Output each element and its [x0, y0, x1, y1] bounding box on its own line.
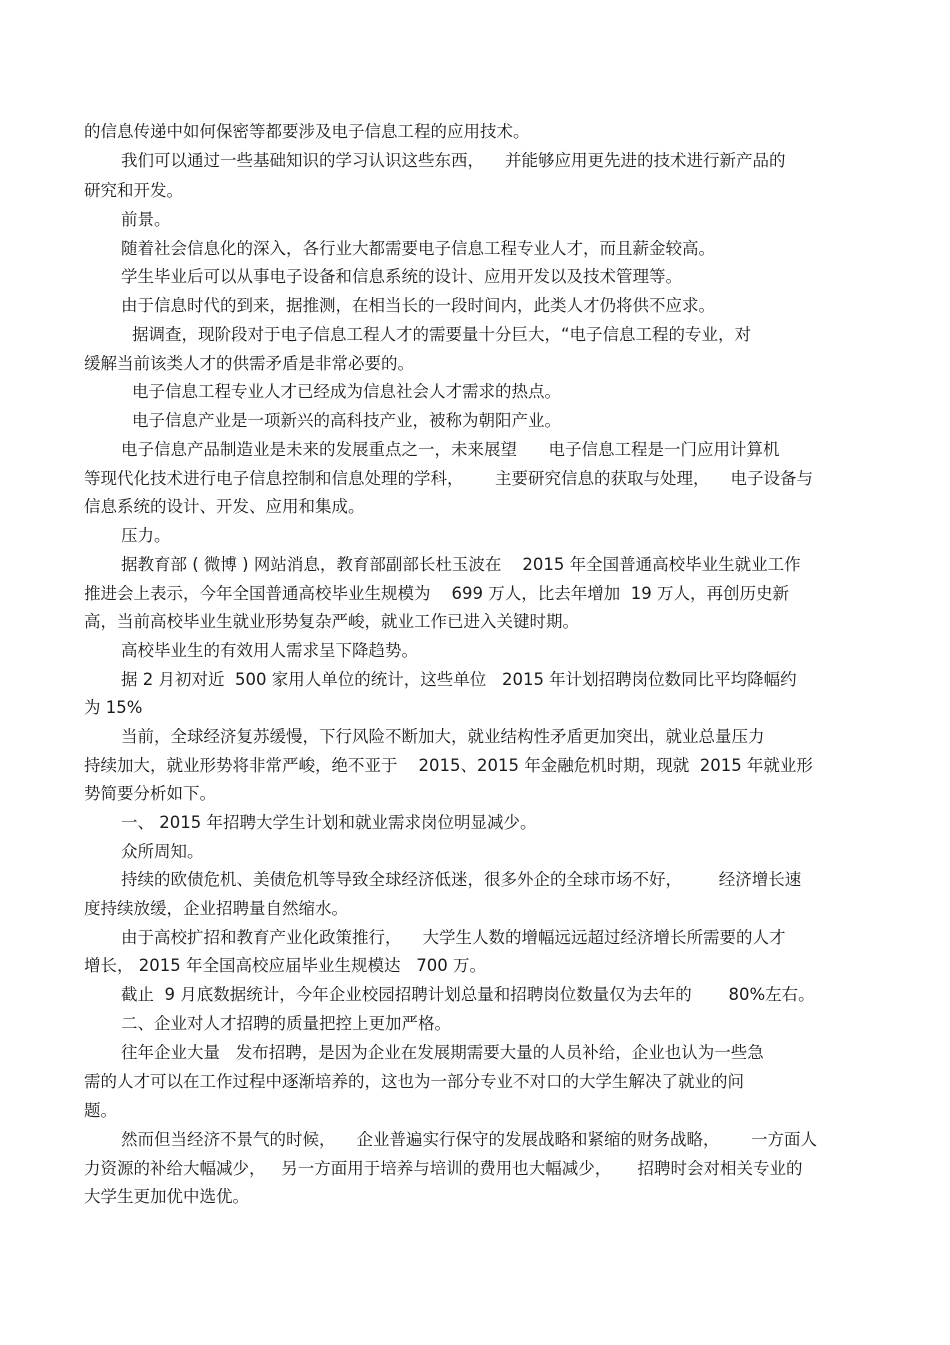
text-line: 电子信息产业是一项新兴的高科技产业，被称为朝阳产业。 — [132, 411, 561, 430]
text-line: 的信息传递中如何保密等都要涉及电子信息工程的应用技术。 — [84, 122, 530, 141]
text-line: 势简要分析如下。 — [84, 784, 216, 803]
text-line: 研究和开发。 — [84, 181, 183, 200]
text-line: 信息系统的设计、开发、应用和集成。 — [84, 497, 365, 516]
text-line: 推进会上表示，今年全国普通高校毕业生规模为 699 万人，比去年增加 19 万人，再创历史新 — [84, 584, 789, 603]
text-line: 需的人才可以在工作过程中逐渐培养的，这也为一部分专业不对口的大学生解决了就业的问 — [84, 1072, 744, 1091]
text-line: 由于信息时代的到来，据推测，在相当长的一段时间内，此类人才仍将供不应求。 — [121, 296, 715, 315]
text-line: 然而但当经济不景气的时候， 企业普遍实行保守的发展战略和紧缩的财务战略， 一方面人 — [121, 1130, 817, 1149]
text-line: 一、 2015 年招聘大学生计划和就业需求岗位明显减少。 — [121, 813, 537, 832]
text-line: 众所周知。 — [121, 842, 204, 861]
text-line: 据调查，现阶段对于电子信息工程人才的需要量十分巨大，“电子信息工程的专业，对 — [132, 325, 752, 344]
text-line: 由于高校扩招和教育产业化政策推行， 大学生人数的增幅远远超过经济增长所需要的人才 — [121, 928, 786, 947]
text-line: 增长， 2015 年全国高校应届毕业生规模达 700 万。 — [84, 956, 486, 975]
text-line: 往年企业大量 发布招聘，是因为企业在发展期需要大量的人员补给，企业也认为一些急 — [121, 1043, 764, 1062]
text-line: 高校毕业生的有效用人需求呈下降趋势。 — [121, 641, 418, 660]
text-line: 电子信息工程专业人才已经成为信息社会人才需求的热点。 — [132, 382, 561, 401]
text-line: 随着社会信息化的深入，各行业大都需要电子信息工程专业人才，而且薪金较高。 — [121, 239, 715, 258]
text-line: 当前，全球经济复苏缓慢，下行风险不断加大，就业结构性矛盾更加突出，就业总量压力 — [121, 727, 765, 746]
text-line: 二、企业对人才招聘的质量把控上更加严格。 — [121, 1014, 451, 1033]
text-line: 持续加大，就业形势将非常严峻，绝不亚于 2015、2015 年金融危机时期，现就 2015 年就业形 — [84, 756, 813, 775]
text-line: 大学生更加优中选优。 — [84, 1187, 249, 1206]
text-line: 持续的欧债危机、美债危机等导致全球经济低迷，很多外企的全球市场不好， 经济增长速 — [121, 870, 802, 889]
text-line: 力资源的补给大幅减少， 另一方面用于培养与培训的费用也大幅减少， 招聘时会对相关专业的 — [84, 1159, 803, 1178]
text-line: 高，当前高校毕业生就业形势复杂严峻，就业工作已进入关键时期。 — [84, 612, 579, 631]
text-line: 我们可以通过一些基础知识的学习认识这些东西， 并能够应用更先进的技术进行新产品的 — [121, 151, 786, 170]
text-line: 题。 — [84, 1101, 117, 1120]
text-line: 压力。 — [121, 526, 171, 545]
text-line: 据 2 月初对近 500 家用人单位的统计，这些单位 2015 年计划招聘岗位数同比平均降幅约 — [121, 670, 797, 689]
text-line: 据教育部 ( 微博 ) 网站消息，教育部副部长杜玉波在 2015 年全国普通高校毕业生就业工作 — [121, 555, 801, 574]
text-line: 为 15% — [84, 698, 143, 717]
text-line: 缓解当前该类人才的供需矛盾是非常必要的。 — [84, 354, 414, 373]
text-line: 前景。 — [121, 210, 171, 229]
text-line: 学生毕业后可以从事电子设备和信息系统的设计、应用开发以及技术管理等。 — [121, 267, 682, 286]
text-line: 度持续放缓，企业招聘量自然缩水。 — [84, 899, 348, 918]
text-line: 电子信息产品制造业是未来的发展重点之一，未来展望 电子信息工程是一门应用计算机 — [121, 440, 780, 459]
text-line: 截止 9 月底数据统计，今年企业校园招聘计划总量和招聘岗位数量仅为去年的 80%左右。 — [121, 985, 815, 1004]
text-line: 等现代化技术进行电子信息控制和信息处理的学科， 主要研究信息的获取与处理， 电子设备与 — [84, 469, 813, 488]
